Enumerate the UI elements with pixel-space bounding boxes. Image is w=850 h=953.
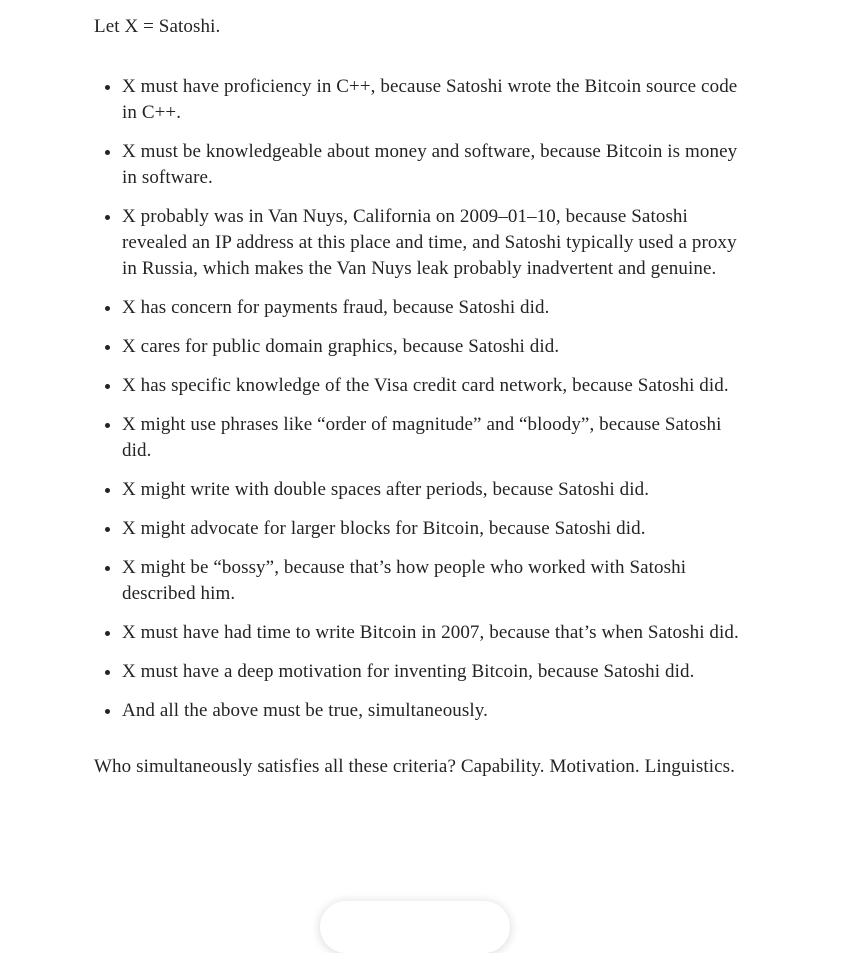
criteria-item: • X must have a deep motivation for inventing Bitcoin, because Satoshi did. — [122, 659, 740, 685]
criteria-item: • X probably was in Van Nuys, California on 2009–01–10, because Satoshi revealed an IP address at this place and time, and Satoshi typically used a proxy in Russia, which makes the Van Nuys leak probably inadvertent and genuine. — [122, 204, 740, 282]
criteria-item: • X might be “bossy”, because that’s how people who worked with Satoshi described him. — [122, 555, 740, 607]
criteria-item: • X has specific knowledge of the Visa credit card network, because Satoshi did. — [122, 373, 740, 399]
criteria-item: • X might advocate for larger blocks for Bitcoin, because Satoshi did. — [122, 516, 740, 542]
lead-paragraph: Let X = Satoshi. — [94, 16, 221, 37]
criteria-item: • X cares for public domain graphics, because Satoshi did. — [122, 334, 740, 360]
criteria-item: • And all the above must be true, simultaneously. — [122, 698, 740, 724]
criteria-list — [94, 74, 740, 724]
criteria-item: • X must be knowledgeable about money and software, because Bitcoin is money in software. — [122, 139, 740, 191]
criteria-item: • X might write with double spaces after periods, because Satoshi did. — [122, 477, 740, 503]
criteria-item: • X might use phrases like “order of magnitude” and “bloody”, because Satoshi did. — [122, 412, 740, 464]
criteria-item: • X has concern for payments fraud, because Satoshi did. — [122, 295, 740, 321]
criteria-item: • X must have had time to write Bitcoin in 2007, because that’s when Satoshi did. — [122, 620, 740, 646]
article-body — [94, 14, 740, 780]
closing-paragraph: Who simultaneously satisfies all these criteria? Capability. Motivation. Linguistics. — [94, 756, 736, 777]
criteria-item: • X must have proficiency in C++, because Satoshi wrote the Bitcoin source code in C++. — [122, 74, 740, 126]
